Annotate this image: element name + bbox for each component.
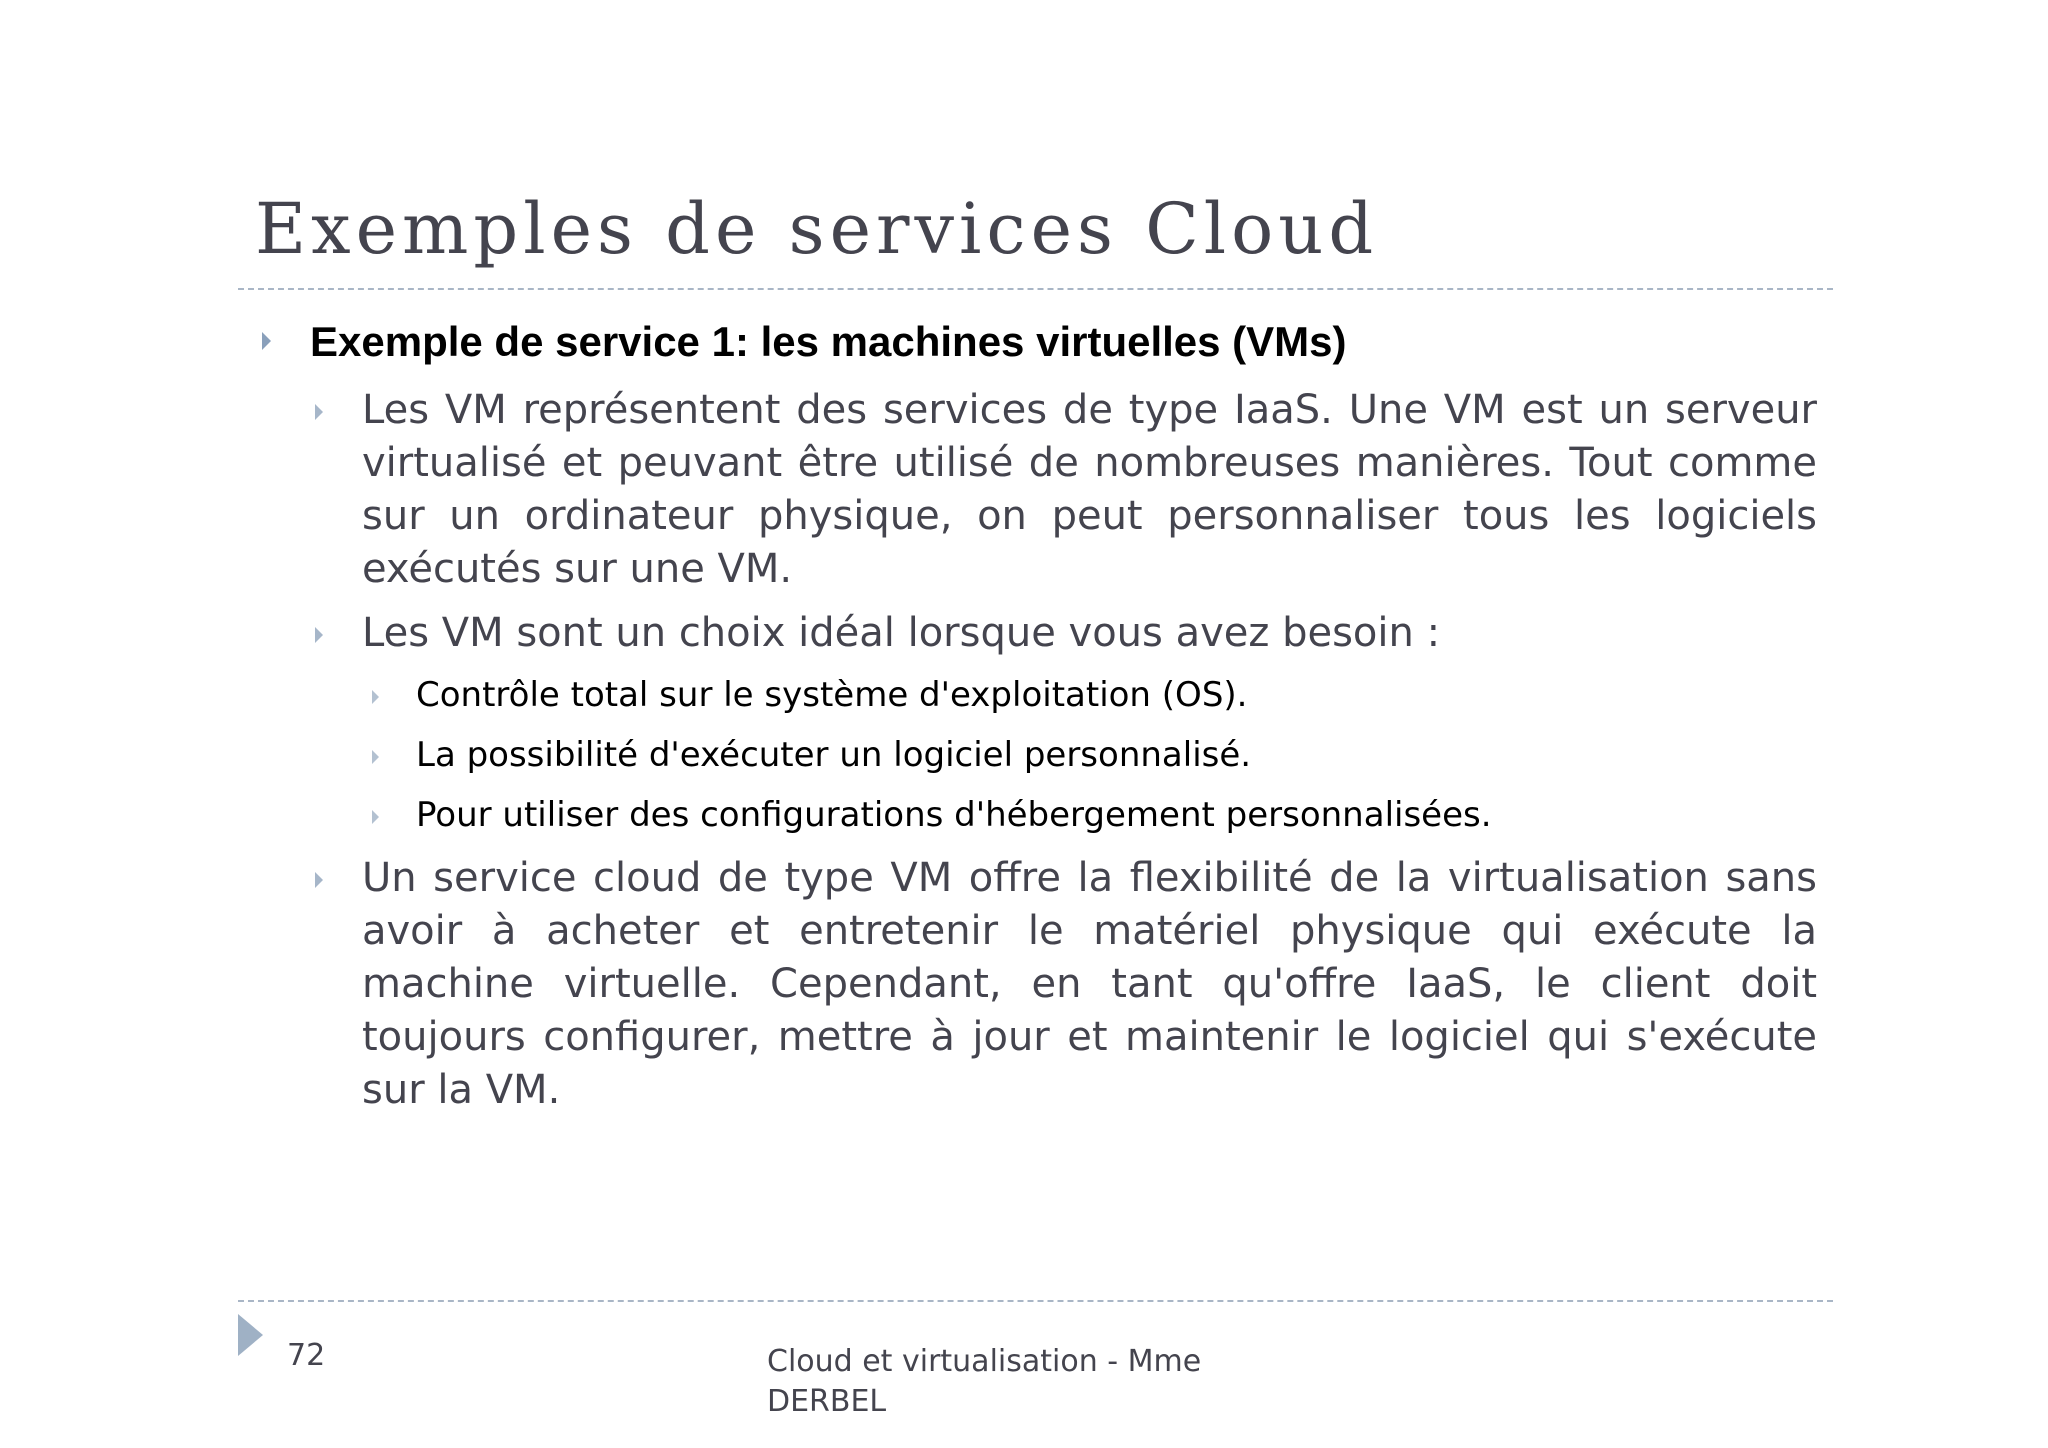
heading-bullet: Exemple de service 1: les machines virtuelles (VMs) [310, 318, 1347, 365]
footer-text: Cloud et virtualisation - Mme DERBEL [767, 1344, 1202, 1419]
bullet-arrow-icon [315, 872, 323, 888]
subpoint-logiciel: La possibilité d'exécuter un logiciel personnalisé. [416, 735, 1252, 775]
bullet-arrow-icon [315, 404, 323, 420]
footer-arrow-icon [238, 1314, 263, 1356]
bullet-arrow-icon [372, 690, 379, 704]
point-iaas: Les VM représentent des services de type IaaS. Une VM est un serveur virtualisé et peuvant être utilisé de nombreuses manières. Tout comme sur un ordinateur physique, on peut personnaliser tous les logiciels exécutés sur une VM. [362, 387, 1817, 592]
bullet-arrow-icon [262, 332, 271, 350]
bullet-arrow-icon [372, 750, 379, 764]
title-divider [238, 288, 1833, 290]
bullet-arrow-icon [315, 627, 323, 643]
page-number: 72 [287, 1338, 326, 1373]
footer-divider [238, 1300, 1833, 1302]
bullet-arrow-icon [372, 810, 379, 824]
point-flexibilite: Un service cloud de type VM offre la flexibilité de la virtualisation sans avoir à acheter et entretenir le matériel physique qui exécute la machine virtuelle. Cependant, en tant qu'offre IaaS, le client doit toujours configurer, mettre à jour et maintenir le logiciel qui s'exécute sur la VM. [362, 855, 1817, 1113]
subpoint-os: Contrôle total sur le système d'exploitation (OS). [416, 675, 1248, 715]
slide-title: Exemples de services Cloud [255, 188, 1379, 270]
subpoint-hebergement: Pour utiliser des configurations d'hébergement personnalisées. [416, 795, 1492, 835]
point-choix-ideal: Les VM sont un choix idéal lorsque vous avez besoin : [362, 610, 1441, 656]
